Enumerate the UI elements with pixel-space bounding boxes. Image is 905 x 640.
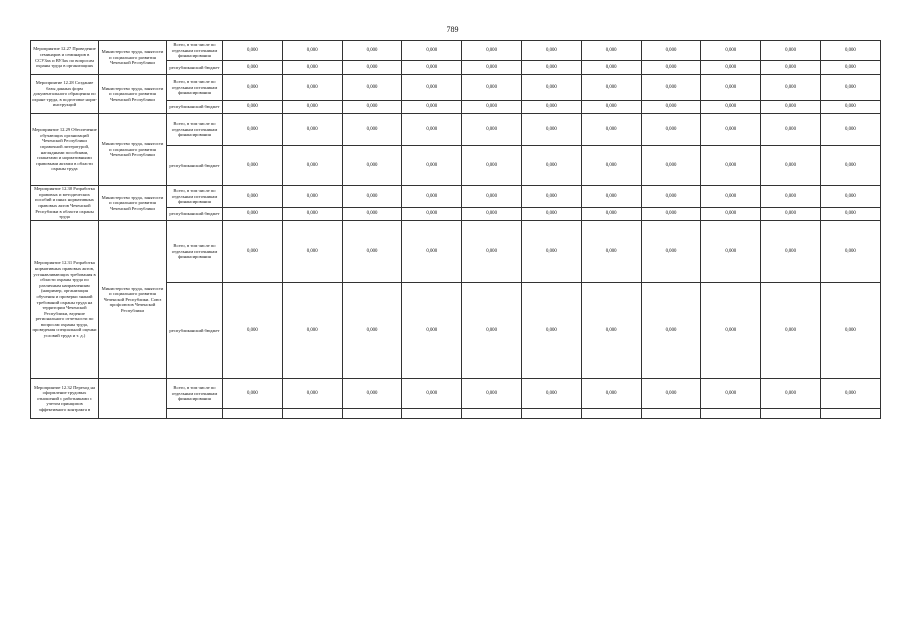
value-cell: 0,000: [761, 61, 821, 75]
value-cell: [521, 409, 581, 419]
value-cell: 0,000: [342, 186, 402, 208]
value-cell: 0,000: [223, 283, 283, 379]
event-cell: Мероприятие 12.28 Создание базы данных форм документального обращения по охране труда, в подготовке норм-инструкций: [31, 75, 99, 114]
value-cell: 0,000: [761, 283, 821, 379]
value-cell: 0,000: [701, 379, 761, 409]
value-cell: 0,000: [223, 379, 283, 409]
value-cell: 0,000: [282, 61, 342, 75]
value-cell: 0,000: [223, 41, 283, 61]
funding-source-cell: Всего, в том числе по отдельным источникам финансирования: [167, 221, 223, 283]
value-cell: 0,000: [761, 186, 821, 208]
value-cell: 0,000: [521, 283, 581, 379]
value-cell: 0,000: [701, 186, 761, 208]
value-cell: 0,000: [462, 114, 522, 146]
value-cell: 0,000: [581, 379, 641, 409]
value-cell: 0,000: [820, 208, 880, 221]
value-cell: 0,000: [641, 114, 701, 146]
value-cell: 0,000: [342, 101, 402, 114]
value-cell: 0,000: [701, 221, 761, 283]
event-cell: Мероприятие 12.29 Обеспечение обучающих организаций Чеченской Республики справочной литературой, наглядными пособиями, плакатами и нормативными правовыми актами в области охраны труда: [31, 114, 99, 186]
value-cell: 0,000: [581, 61, 641, 75]
value-cell: 0,000: [641, 186, 701, 208]
value-cell: 0,000: [342, 61, 402, 75]
value-cell: 0,000: [701, 208, 761, 221]
value-cell: 0,000: [581, 208, 641, 221]
value-cell: 0,000: [342, 41, 402, 61]
funding-source-cell: Всего, в том числе по отдельным источникам финансирования: [167, 379, 223, 409]
executor-cell: [99, 379, 167, 419]
executor-cell: Министерство труда, занятости и социального развития Чеченской Республики: [99, 41, 167, 75]
event-cell: Мероприятие 12.30 Разработка правовых и методических пособий и иных нормативных правовых актов Чеченской Республики в области охраны труда: [31, 186, 99, 221]
table-row: [31, 41, 881, 61]
value-cell: 0,000: [462, 283, 522, 379]
value-cell: 0,000: [223, 75, 283, 101]
value-cell: 0,000: [820, 283, 880, 379]
value-cell: 0,000: [761, 75, 821, 101]
value-cell: 0,000: [641, 221, 701, 283]
value-cell: 0,000: [521, 101, 581, 114]
value-cell: 0,000: [761, 101, 821, 114]
value-cell: 0,000: [820, 41, 880, 61]
funding-source-cell: [167, 409, 223, 419]
value-cell: 0,000: [342, 208, 402, 221]
value-cell: [820, 409, 880, 419]
value-cell: 0,000: [641, 75, 701, 101]
value-cell: [282, 409, 342, 419]
value-cell: 0,000: [402, 379, 462, 409]
value-cell: 0,000: [641, 146, 701, 186]
executor-cell: Министерство труда, занятости и социального развития Чеченской Республики: [99, 114, 167, 186]
value-cell: [581, 409, 641, 419]
value-cell: 0,000: [462, 379, 522, 409]
value-cell: 0,000: [402, 208, 462, 221]
value-cell: 0,000: [462, 101, 522, 114]
value-cell: 0,000: [402, 114, 462, 146]
event-cell: Мероприятие 12.27 Проведение семинаров и семинаров в ССУЗах и ВУЗах по вопросам охраны труда в организациях: [31, 41, 99, 75]
value-cell: 0,000: [701, 146, 761, 186]
value-cell: 0,000: [581, 283, 641, 379]
value-cell: 0,000: [402, 101, 462, 114]
value-cell: 0,000: [820, 75, 880, 101]
value-cell: 0,000: [282, 75, 342, 101]
value-cell: 0,000: [462, 75, 522, 101]
value-cell: 0,000: [282, 41, 342, 61]
value-cell: 0,000: [581, 75, 641, 101]
value-cell: 0,000: [820, 186, 880, 208]
value-cell: 0,000: [223, 146, 283, 186]
table-row: [31, 75, 881, 101]
value-cell: 0,000: [462, 61, 522, 75]
value-cell: 0,000: [761, 221, 821, 283]
value-cell: 0,000: [223, 186, 283, 208]
value-cell: 0,000: [282, 379, 342, 409]
table-row: [31, 379, 881, 409]
value-cell: 0,000: [521, 75, 581, 101]
value-cell: 0,000: [521, 41, 581, 61]
value-cell: 0,000: [641, 379, 701, 409]
executor-cell: Министерство труда, занятости и социального развития Чеченской Республики. Союз профсоюзов Чеченской Республики: [99, 221, 167, 379]
value-cell: 0,000: [641, 283, 701, 379]
table-row: [31, 221, 881, 283]
value-cell: 0,000: [223, 114, 283, 146]
value-cell: 0,000: [641, 41, 701, 61]
budget-table: [30, 40, 881, 419]
value-cell: 0,000: [342, 379, 402, 409]
value-cell: 0,000: [223, 208, 283, 221]
value-cell: 0,000: [462, 221, 522, 283]
value-cell: 0,000: [282, 101, 342, 114]
value-cell: 0,000: [282, 221, 342, 283]
value-cell: 0,000: [282, 114, 342, 146]
table-row: [31, 114, 881, 146]
value-cell: 0,000: [342, 221, 402, 283]
value-cell: 0,000: [581, 101, 641, 114]
funding-source-cell: Всего, в том числе по отдельным источникам финансирования: [167, 75, 223, 101]
funding-source-cell: республиканский бюджет: [167, 283, 223, 379]
value-cell: 0,000: [342, 75, 402, 101]
value-cell: 0,000: [521, 146, 581, 186]
value-cell: 0,000: [402, 61, 462, 75]
value-cell: 0,000: [761, 114, 821, 146]
value-cell: 0,000: [701, 101, 761, 114]
value-cell: [701, 409, 761, 419]
table-row: [31, 186, 881, 208]
value-cell: [342, 409, 402, 419]
value-cell: [223, 409, 283, 419]
value-cell: [641, 409, 701, 419]
value-cell: 0,000: [223, 101, 283, 114]
value-cell: 0,000: [581, 186, 641, 208]
funding-source-cell: Всего, в том числе по отдельным источникам финансирования: [167, 186, 223, 208]
value-cell: 0,000: [701, 283, 761, 379]
value-cell: 0,000: [581, 146, 641, 186]
value-cell: 0,000: [342, 283, 402, 379]
value-cell: 0,000: [820, 146, 880, 186]
value-cell: 0,000: [761, 41, 821, 61]
value-cell: 0,000: [402, 146, 462, 186]
funding-source-cell: республиканский бюджет: [167, 146, 223, 186]
value-cell: 0,000: [761, 208, 821, 221]
value-cell: 0,000: [462, 208, 522, 221]
value-cell: 0,000: [701, 114, 761, 146]
value-cell: 0,000: [282, 186, 342, 208]
value-cell: 0,000: [223, 221, 283, 283]
table-body: [31, 41, 881, 419]
value-cell: 0,000: [581, 221, 641, 283]
value-cell: 0,000: [581, 114, 641, 146]
value-cell: 0,000: [521, 114, 581, 146]
value-cell: 0,000: [641, 208, 701, 221]
value-cell: 0,000: [402, 283, 462, 379]
value-cell: 0,000: [342, 114, 402, 146]
value-cell: 0,000: [701, 75, 761, 101]
value-cell: 0,000: [282, 146, 342, 186]
event-cell: Мероприятие 12.31 Разработка нормативных правовых актов, устанавливающих требования в области охраны труда по различным направлениям (например, организация обучения и проверки знаний требований охраны труда на территории Чеченской Республики, ведение регионального отчетности по вопросам охраны труда, проведения специальной оценки условий труда и т. д.): [31, 221, 99, 379]
funding-source-cell: республиканский бюджет: [167, 208, 223, 221]
value-cell: 0,000: [282, 283, 342, 379]
value-cell: 0,000: [820, 221, 880, 283]
value-cell: 0,000: [402, 186, 462, 208]
value-cell: 0,000: [820, 101, 880, 114]
page-number: 789: [446, 25, 459, 34]
value-cell: 0,000: [641, 61, 701, 75]
value-cell: 0,000: [521, 61, 581, 75]
value-cell: 0,000: [462, 146, 522, 186]
value-cell: 0,000: [820, 61, 880, 75]
value-cell: [402, 409, 462, 419]
value-cell: 0,000: [402, 221, 462, 283]
value-cell: 0,000: [402, 41, 462, 61]
funding-source-cell: Всего, в том числе по отдельным источникам финансирования: [167, 114, 223, 146]
value-cell: [462, 409, 522, 419]
value-cell: [761, 409, 821, 419]
funding-source-cell: Всего, в том числе по отдельным источникам финансирования: [167, 41, 223, 61]
value-cell: 0,000: [223, 61, 283, 75]
value-cell: 0,000: [761, 146, 821, 186]
value-cell: 0,000: [462, 186, 522, 208]
value-cell: 0,000: [462, 41, 522, 61]
value-cell: 0,000: [820, 114, 880, 146]
funding-source-cell: республиканский бюджет: [167, 101, 223, 114]
value-cell: 0,000: [820, 379, 880, 409]
value-cell: 0,000: [402, 75, 462, 101]
executor-cell: Министерство труда, занятости и социального развития Чеченской Республики: [99, 186, 167, 221]
value-cell: 0,000: [701, 61, 761, 75]
value-cell: 0,000: [521, 221, 581, 283]
value-cell: 0,000: [761, 379, 821, 409]
value-cell: 0,000: [282, 208, 342, 221]
value-cell: 0,000: [342, 146, 402, 186]
executor-cell: Министерство труда, занятости и социального развития Чеченской Республики: [99, 75, 167, 114]
value-cell: 0,000: [581, 41, 641, 61]
value-cell: 0,000: [521, 379, 581, 409]
value-cell: 0,000: [701, 41, 761, 61]
value-cell: 0,000: [641, 101, 701, 114]
value-cell: 0,000: [521, 208, 581, 221]
event-cell: Мероприятие 12.32 Переход на оформление трудовых отношений с работниками с учетом принципов эффективного контракта в: [31, 379, 99, 419]
value-cell: 0,000: [521, 186, 581, 208]
funding-source-cell: республиканский бюджет: [167, 61, 223, 75]
